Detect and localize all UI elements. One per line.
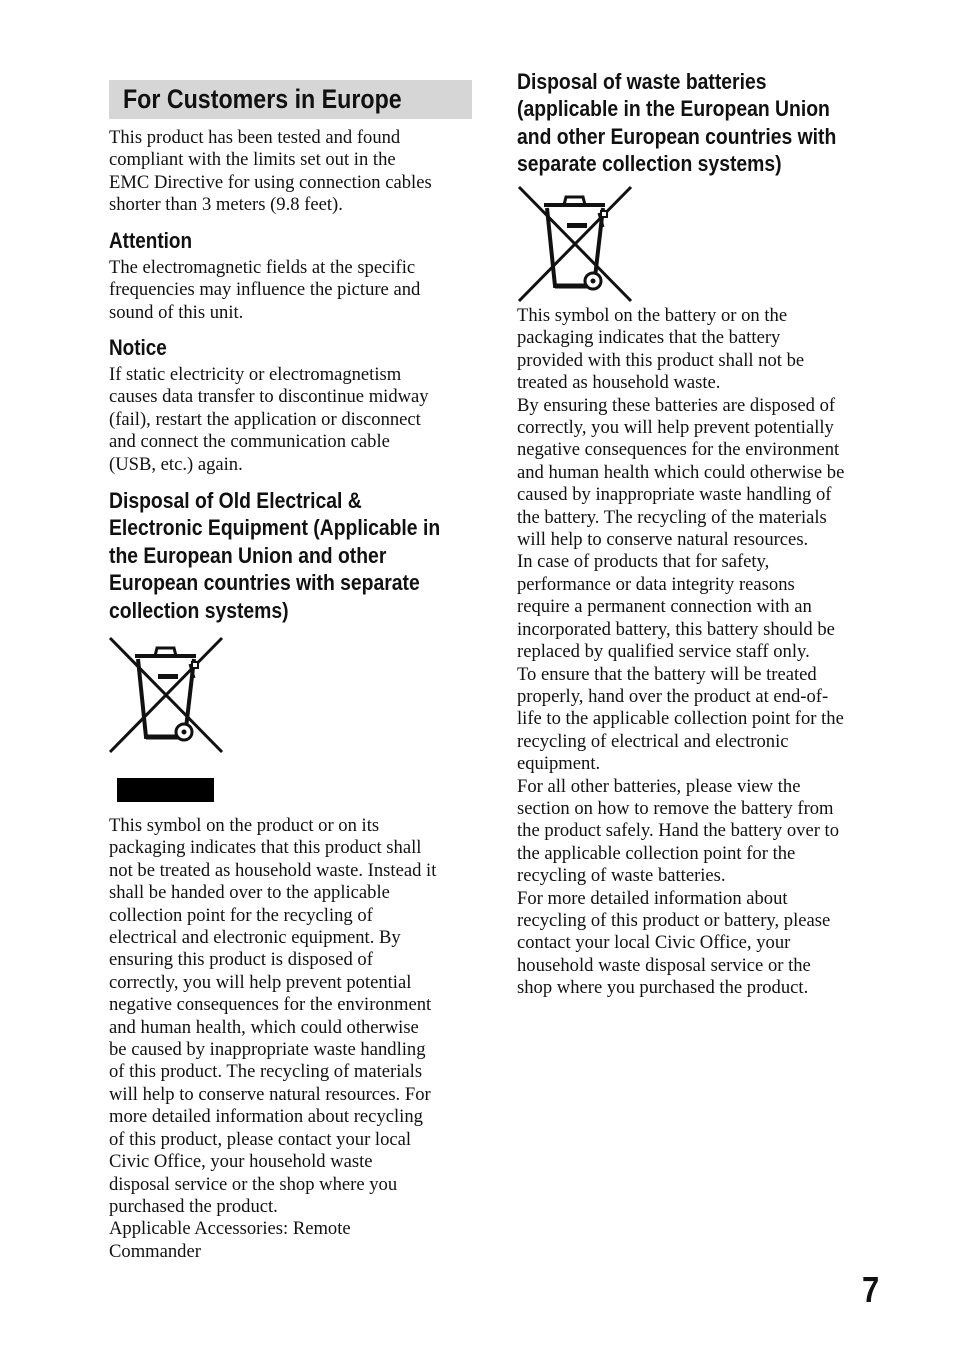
text-line: treated as household waste. bbox=[517, 372, 721, 394]
text-line: recycling of this product or battery, please bbox=[517, 909, 831, 931]
weee-heading bbox=[109, 487, 529, 624]
heading-line: Electronic Equipment (Applicable in bbox=[109, 515, 441, 541]
text-line: compliant with the limits set out in the bbox=[109, 149, 396, 171]
heading-line: the European Union and other bbox=[109, 542, 387, 568]
text-line: the applicable collection point for the bbox=[517, 842, 796, 864]
text-line: By ensuring these batteries are disposed of bbox=[517, 394, 836, 416]
text-line: provided with this product shall not be bbox=[517, 349, 805, 371]
page-number: 7 bbox=[862, 1269, 880, 1310]
text-line: Commander bbox=[109, 1240, 201, 1262]
intro-paragraph bbox=[109, 127, 432, 217]
heading-line: European countries with separate bbox=[109, 570, 420, 596]
text-line: the battery. The recycling of the materials bbox=[517, 506, 827, 528]
text-line: recycling of electrical and electronic bbox=[517, 730, 789, 752]
text-line: section on how to remove the battery from bbox=[517, 797, 834, 819]
text-line: contact your local Civic Office, your bbox=[517, 932, 791, 954]
text-line: and human health which could otherwise be bbox=[517, 461, 845, 483]
text-line: frequencies may influence the picture and bbox=[109, 279, 421, 301]
text-line: causes data transfer to discontinue midway bbox=[109, 386, 429, 408]
text-line: This symbol on the product or on its bbox=[109, 815, 380, 836]
text-line: disposal service or the shop where you bbox=[109, 1173, 398, 1195]
crossed-out-wheeled-bin-icon bbox=[108, 636, 224, 754]
text-line: and connect the communication cable bbox=[109, 431, 390, 453]
text-line: will help to conserve natural resources. bbox=[517, 529, 809, 551]
heading-line: separate collection systems) bbox=[517, 151, 782, 177]
text-line: require a permanent connection with an bbox=[517, 596, 812, 618]
text-line: To ensure that the battery will be treated bbox=[517, 663, 817, 685]
text-line: For more detailed information about bbox=[517, 887, 788, 909]
text-line: packaging indicates that the battery bbox=[517, 327, 781, 349]
heading-line: (applicable in the European Union bbox=[517, 96, 830, 122]
text-line: and human health, which could otherwise bbox=[109, 1016, 419, 1038]
text-line: shop where you purchased the product. bbox=[517, 977, 809, 999]
text-line: replaced by qualified service staff only. bbox=[517, 641, 810, 663]
solid-bar-mark bbox=[117, 778, 214, 802]
notice-paragraph bbox=[109, 364, 429, 476]
weee-paragraph bbox=[109, 815, 436, 1263]
attention-heading: Attention bbox=[109, 228, 193, 253]
text-line: correctly, you will help prevent potentially bbox=[517, 417, 834, 439]
text-line: shorter than 3 meters (9.8 feet). bbox=[109, 194, 343, 216]
text-line: recycling of waste batteries. bbox=[517, 865, 726, 887]
attention-section bbox=[109, 228, 206, 254]
text-line: sound of this unit. bbox=[109, 301, 244, 323]
text-line: (fail), restart the application or disconnect bbox=[109, 408, 421, 430]
text-line: shall be handed over to the applicable bbox=[109, 882, 390, 904]
text-line: The electromagnetic fields at the specific bbox=[109, 257, 416, 278]
text-line: of this product, please contact your local bbox=[109, 1128, 412, 1150]
text-line: packaging indicates that this product shall bbox=[109, 837, 422, 859]
text-line: properly, hand over the product at end-of- bbox=[517, 685, 829, 707]
text-line: This product has been tested and found bbox=[109, 127, 401, 148]
text-line: household waste disposal service or the bbox=[517, 954, 811, 976]
text-line: electrical and electronic equipment. By bbox=[109, 927, 401, 949]
text-line: performance or data integrity reasons bbox=[517, 573, 795, 595]
batteries-paragraph bbox=[517, 305, 844, 1000]
text-line: more detailed information about recycling bbox=[109, 1106, 423, 1128]
heading-line: collection systems) bbox=[109, 597, 289, 623]
text-line: be caused by inappropriate waste handling bbox=[109, 1039, 426, 1061]
text-line: This symbol on the battery or on the bbox=[517, 305, 788, 326]
text-line: purchased the product. bbox=[109, 1195, 278, 1217]
text-line: equipment. bbox=[517, 753, 601, 775]
text-line: ensuring this product is disposed of bbox=[109, 949, 373, 971]
text-line: not be treated as household waste. Instead it bbox=[109, 859, 437, 881]
text-line: collection point for the recycling of bbox=[109, 904, 373, 926]
text-line: life to the applicable collection point for the bbox=[517, 708, 844, 730]
text-line: negative consequences for the environment bbox=[517, 439, 840, 461]
notice-heading: Notice bbox=[109, 335, 167, 360]
heading-line: and other European countries with bbox=[517, 123, 837, 149]
text-line: incorporated battery, this battery should be bbox=[517, 618, 835, 640]
heading-line: Disposal of waste batteries bbox=[517, 69, 767, 94]
heading-line: Disposal of Old Electrical & bbox=[109, 488, 362, 513]
text-line: For all other batteries, please view the bbox=[517, 775, 801, 797]
page-title-bar bbox=[109, 80, 472, 119]
text-line: of this product. The recycling of materials bbox=[109, 1061, 423, 1083]
text-line: In case of products that for safety, bbox=[517, 551, 770, 573]
text-line: correctly, you will help prevent potential bbox=[109, 971, 412, 993]
attention-paragraph bbox=[109, 257, 420, 324]
text-line: the product safely. Hand the battery over to bbox=[517, 820, 840, 842]
notice-section bbox=[109, 335, 176, 361]
page-title: For Customers in Europe bbox=[123, 84, 402, 114]
text-line: caused by inappropriate waste handling of bbox=[517, 484, 832, 506]
batteries-heading bbox=[517, 68, 937, 178]
text-line: negative consequences for the environment bbox=[109, 994, 432, 1016]
text-line: will help to conserve natural resources. For bbox=[109, 1083, 431, 1105]
text-line: Applicable Accessories: Remote bbox=[109, 1218, 351, 1240]
text-line: Civic Office, your household waste bbox=[109, 1151, 373, 1173]
text-line: EMC Directive for using connection cables bbox=[109, 171, 432, 193]
text-line: (USB, etc.) again. bbox=[109, 453, 243, 475]
crossed-out-wheeled-bin-icon-battery bbox=[517, 185, 633, 303]
text-line: If static electricity or electromagnetism bbox=[109, 364, 402, 385]
